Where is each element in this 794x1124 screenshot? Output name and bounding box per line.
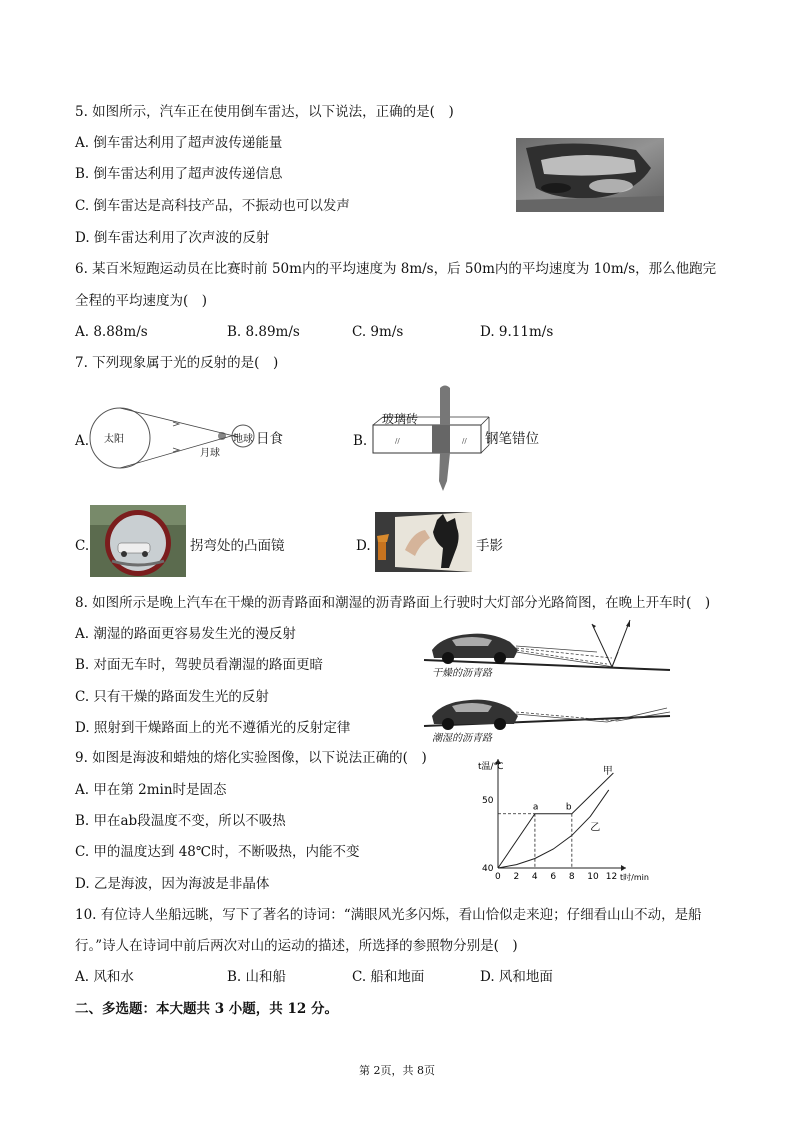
q7-c-caption: 拐弯处的凸面镜 <box>190 538 285 554</box>
q10-option-d: D. 风和地面 <box>480 969 553 985</box>
x-axis-label: t时/min <box>620 873 649 882</box>
q6-option-d: D. 9.11m/s <box>480 324 554 340</box>
svg-text://: // <box>395 437 400 445</box>
q6-stem-line2: 全程的平均速度为( ) <box>75 293 208 309</box>
y-axis-label: t温/℃ <box>478 762 504 772</box>
q5-stem: 5. 如图所示，汽车正在使用倒车雷达，以下说法，正确的是( ) <box>75 104 454 120</box>
q10-stem-line2: 行。”诗人在诗词中前后两次对山的运动的描述，所选择的参照物分别是( ) <box>75 938 518 954</box>
hand-shadow-photo <box>375 512 472 572</box>
sun-label: 太阳 <box>104 434 124 445</box>
q7-a-label: A. <box>75 433 90 449</box>
q5-option-a: A. 倒车雷达利用了超声波传递能量 <box>75 135 283 151</box>
section-2-heading: 二、多选题：本大题共 3 小题，共 12 分。 <box>75 1001 338 1017</box>
q9-option-d: D. 乙是海波，因为海波是非晶体 <box>75 876 270 892</box>
svg-text://: // <box>462 437 467 445</box>
melting-curve-chart <box>470 755 649 890</box>
q10-stem-line1: 10. 有位诗人坐船远眺，写下了著名的诗词：“满眼风光多闪烁，看山恰似走来迎；仔细看山山不动，是船 <box>75 907 702 923</box>
q6-option-b: B. 8.89m/s <box>227 324 300 340</box>
q6-option-c: C. 9m/s <box>352 324 404 340</box>
x-tick-label: 2 <box>513 872 520 882</box>
q6-stem-line1: 6. 某百米短跑运动员在比赛时前 50m内的平均速度为 8m/s，后 50m内的平均速度为 10m/s，那么他跑完 <box>75 261 717 277</box>
q9-option-a: A. 甲在第 2min时是固态 <box>75 782 227 798</box>
point-a-label: a <box>532 802 539 813</box>
q7-d-caption: 手影 <box>476 538 503 554</box>
q7-a-caption: 日食 <box>256 431 283 447</box>
q8-option-a: A. 潮湿的路面更容易发生光的漫反射 <box>75 626 296 642</box>
moon-label: 月球 <box>200 448 220 459</box>
wet-road-label: 潮湿的沥青路 <box>432 733 492 744</box>
x-tick-label: 4 <box>531 872 538 882</box>
reversing-car-photo <box>516 138 664 212</box>
q6-option-a: A. 8.88m/s <box>75 324 148 340</box>
q9-option-b: B. 甲在ab段温度不变，所以不吸热 <box>75 813 286 829</box>
series-yi-label: 乙 <box>590 822 601 834</box>
x-tick-label: 12 <box>605 872 618 882</box>
x-tick-label: 0 <box>495 872 501 882</box>
x-tick-label: 8 <box>568 872 575 882</box>
x-axis-arrow <box>621 865 626 871</box>
convex-mirror-photo <box>90 505 186 577</box>
q5-option-d: D. 倒车雷达利用了次声波的反射 <box>75 230 270 246</box>
q8-option-b: B. 对面无车时，驾驶员看潮湿的路面更暗 <box>75 657 324 673</box>
q9-option-c: C. 甲的温度达到 48℃时，不断吸热，内能不变 <box>75 844 360 860</box>
q8-option-c: C. 只有干燥的路面发生光的反射 <box>75 689 269 705</box>
series-line-jia <box>498 773 613 868</box>
q10-option-c: C. 船和地面 <box>352 969 425 985</box>
q7-c-label: C. <box>75 538 90 554</box>
q7-d-label: D. <box>356 538 371 554</box>
glass-brick-label: 玻璃砖 <box>382 412 419 426</box>
q10-option-b: B. 山和船 <box>227 969 287 985</box>
x-tick-label: 10 <box>587 872 599 882</box>
q7-stem: 7. 下列现象属于光的反射的是( ) <box>75 355 279 371</box>
q5-option-c: C. 倒车雷达是高科技产品，不振动也可以发声 <box>75 198 350 214</box>
y-tick-label: 50 <box>482 796 494 807</box>
q9-stem: 9. 如图是海波和蜡烛的熔化实验图像，以下说法正确的( ) <box>75 750 427 766</box>
point-b-label: b <box>565 802 572 813</box>
q5-option-b: B. 倒车雷达利用了超声波传递信息 <box>75 166 283 182</box>
series-jia-label: 甲 <box>602 765 613 777</box>
q8-option-d: D. 照射到干燥路面上的光不遵循光的反射定律 <box>75 720 351 736</box>
q8-stem: 8. 如图所示是晚上汽车在干燥的沥青路面和潮湿的沥青路面上行驶时大灯部分光路简图，在晚上开车时( ) <box>75 595 711 611</box>
earth-label: 地球 <box>233 434 253 445</box>
y-tick-label: 40 <box>482 864 494 874</box>
q7-b-caption: 钢笔错位 <box>485 431 539 447</box>
q7-b-label: B. <box>353 433 368 449</box>
pen-glass-diagram <box>370 383 490 495</box>
dry-road-label: 干燥的沥青路 <box>432 668 492 679</box>
q10-option-a: A. 风和水 <box>75 969 134 985</box>
x-tick-label: 6 <box>550 872 557 882</box>
page-footer: 第 2页，共 8页 <box>359 1064 435 1077</box>
